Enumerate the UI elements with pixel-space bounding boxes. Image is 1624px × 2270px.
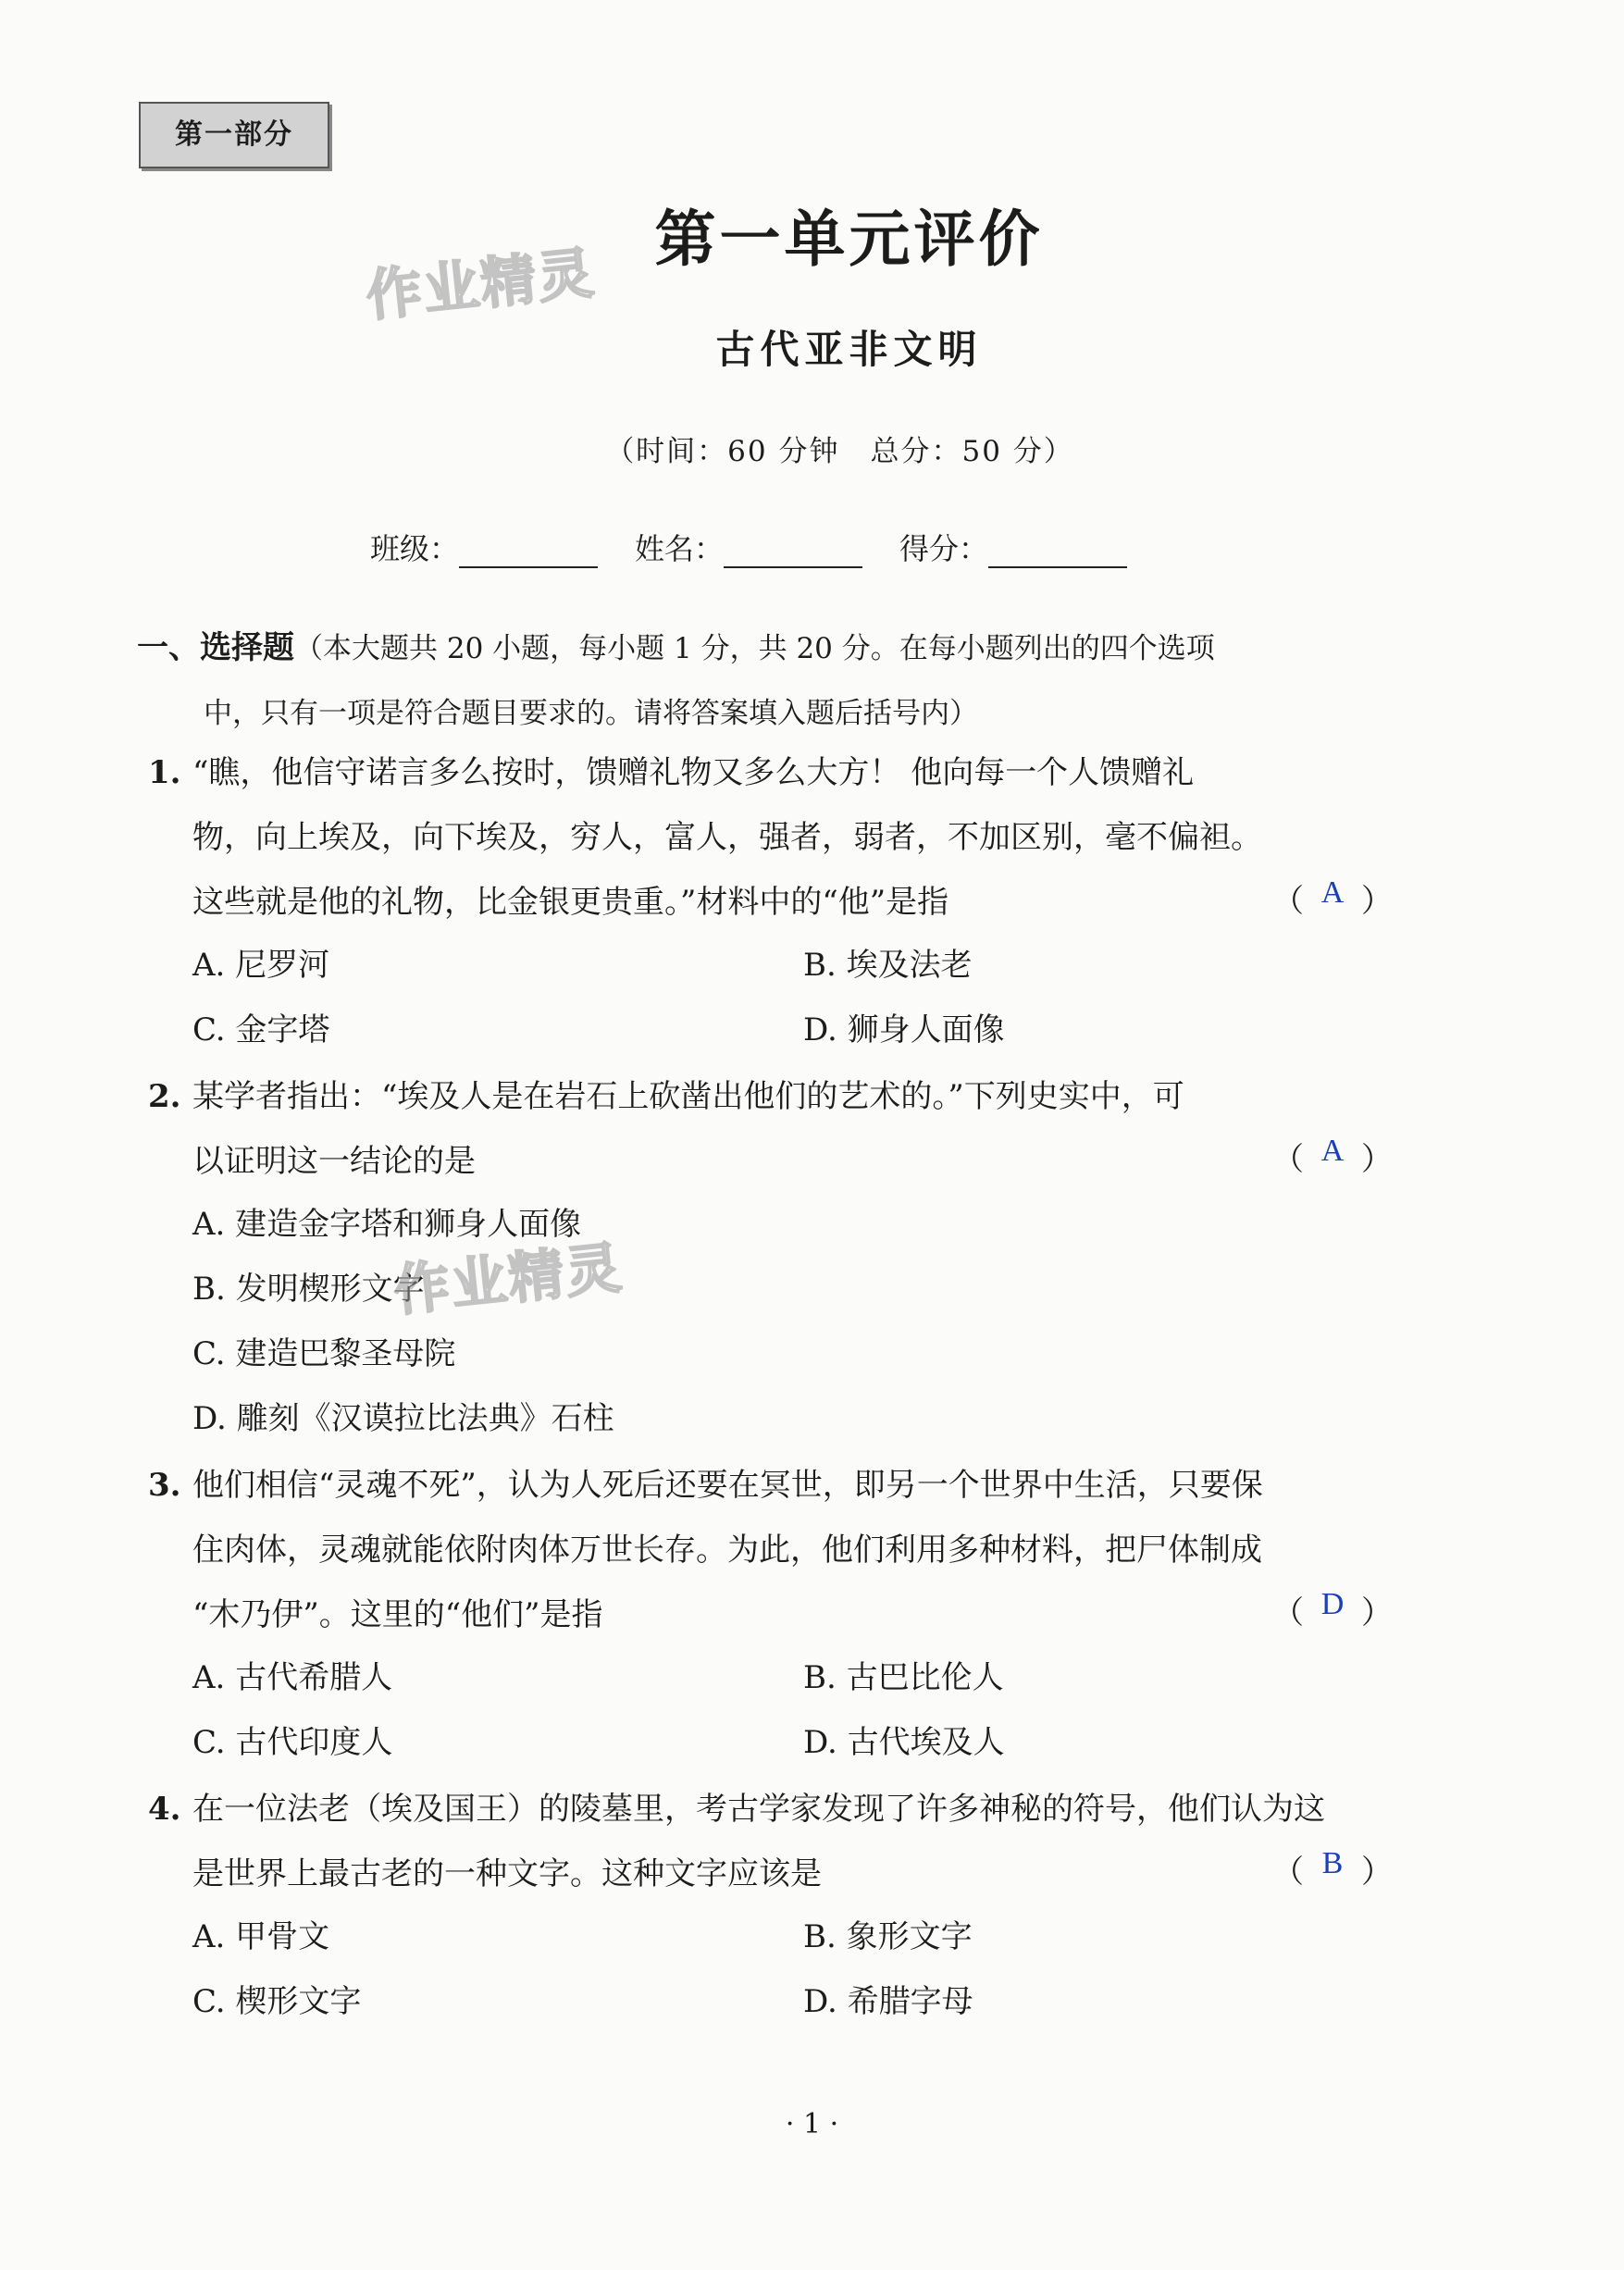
- question-line: 这些就是他的礼物，比金银更贵重。”材料中的“他”是指: [192, 884, 949, 921]
- option-d: D. 古代埃及人: [803, 1724, 1005, 1761]
- question-line: 物，向上埃及，向下埃及，穷人，富人，强者，弱者，不加区别，毫不偏袒。: [192, 819, 1262, 856]
- score-field[interactable]: 得分：: [899, 526, 1127, 568]
- option-a: A. 尼罗河: [192, 947, 330, 984]
- question-number: 3.: [148, 1467, 181, 1504]
- option-b: B. 埃及法老: [803, 947, 973, 984]
- watermark-middle: 作业精灵: [391, 1235, 626, 1324]
- question-3: [148, 1453, 1407, 1647]
- question-line: “木乃伊”。这里的“他们”是指: [192, 1596, 603, 1633]
- answer-letter: A: [1320, 875, 1345, 910]
- question-line: 某学者指出：“埃及人是在岩石上砍凿出他们的艺术的。”下列史实中，可: [192, 1078, 1184, 1115]
- section-desc-line2: 中，只有一项是符合题目要求的。请将答案填入题后括号内）: [204, 697, 978, 730]
- question-number: 4.: [148, 1791, 181, 1828]
- answer-letter: A: [1320, 1134, 1345, 1168]
- question-1: [148, 740, 1407, 935]
- answer-bracket-1: （ A ）: [1272, 875, 1393, 920]
- page-title: 第一单元评价: [654, 203, 1044, 275]
- option-c: C. 古代印度人: [192, 1724, 393, 1761]
- answer-bracket-2: （ A ）: [1272, 1134, 1393, 1178]
- answer-letter: B: [1321, 1846, 1344, 1880]
- answer-letter: D: [1320, 1587, 1345, 1621]
- question-line: 住肉体，灵魂就能依附肉体万世长存。为此，他们利用多种材料，把尸体制成: [192, 1532, 1262, 1569]
- answer-bracket-4: （ B ）: [1272, 1846, 1393, 1891]
- question-number: 2.: [148, 1078, 181, 1115]
- question-number: 1.: [148, 754, 181, 791]
- section-label: 一、选择题: [137, 629, 294, 666]
- question-2: [148, 1064, 1407, 1194]
- section-desc-line1: （本大题共 20 小题，每小题 1 分，共 20 分。在每小题列出的四个选项: [294, 632, 1215, 665]
- option-b: B. 古巴比伦人: [803, 1659, 1004, 1696]
- section-heading: [137, 615, 1395, 746]
- option-a: A. 古代希腊人: [192, 1659, 393, 1696]
- option-b: B. 发明楔形文字: [192, 1271, 425, 1308]
- option-d: D. 雕刻《汉谟拉比法典》石柱: [192, 1400, 614, 1437]
- answer-bracket-3: （ D ）: [1272, 1587, 1393, 1631]
- option-a: A. 建造金字塔和狮身人面像: [192, 1206, 582, 1243]
- student-info-row: [370, 526, 1203, 568]
- page-number: · 1 ·: [785, 2108, 839, 2140]
- question-line: 在一位法老（埃及国王）的陵墓里，考古学家发现了许多神秘的符号，他们认为这: [192, 1791, 1325, 1828]
- subtitle: 古代亚非文明: [715, 327, 983, 372]
- option-c: C. 建造巴黎圣母院: [192, 1335, 456, 1372]
- question-line: “瞧，他信守诺言多么按时，馈赠礼物又多么大方！ 他向每一个人馈赠礼: [192, 754, 1195, 791]
- question-line: 以证明这一结论的是: [192, 1143, 476, 1180]
- question-line: 他们相信“灵魂不死”，认为人死后还要在冥世，即另一个世界中生活，只要保: [192, 1467, 1263, 1504]
- question-line: 是世界上最古老的一种文字。这种文字应该是: [192, 1855, 822, 1892]
- class-field[interactable]: 班级：: [370, 526, 598, 568]
- question-4: [148, 1777, 1407, 1906]
- option-b: B. 象形文字: [803, 1918, 973, 1955]
- option-c: C. 楔形文字: [192, 1983, 362, 2020]
- time-info: （时间：60 分钟 总分：50 分）: [605, 435, 1074, 468]
- option-c: C. 金字塔: [192, 1011, 330, 1048]
- option-a: A. 甲骨文: [192, 1918, 330, 1955]
- part-tag: 第一部分: [139, 102, 329, 168]
- option-d: D. 希腊字母: [803, 1983, 973, 2020]
- name-field[interactable]: 姓名：: [635, 526, 862, 568]
- watermark-top: 作业精灵: [363, 241, 599, 329]
- option-d: D. 狮身人面像: [803, 1011, 1005, 1048]
